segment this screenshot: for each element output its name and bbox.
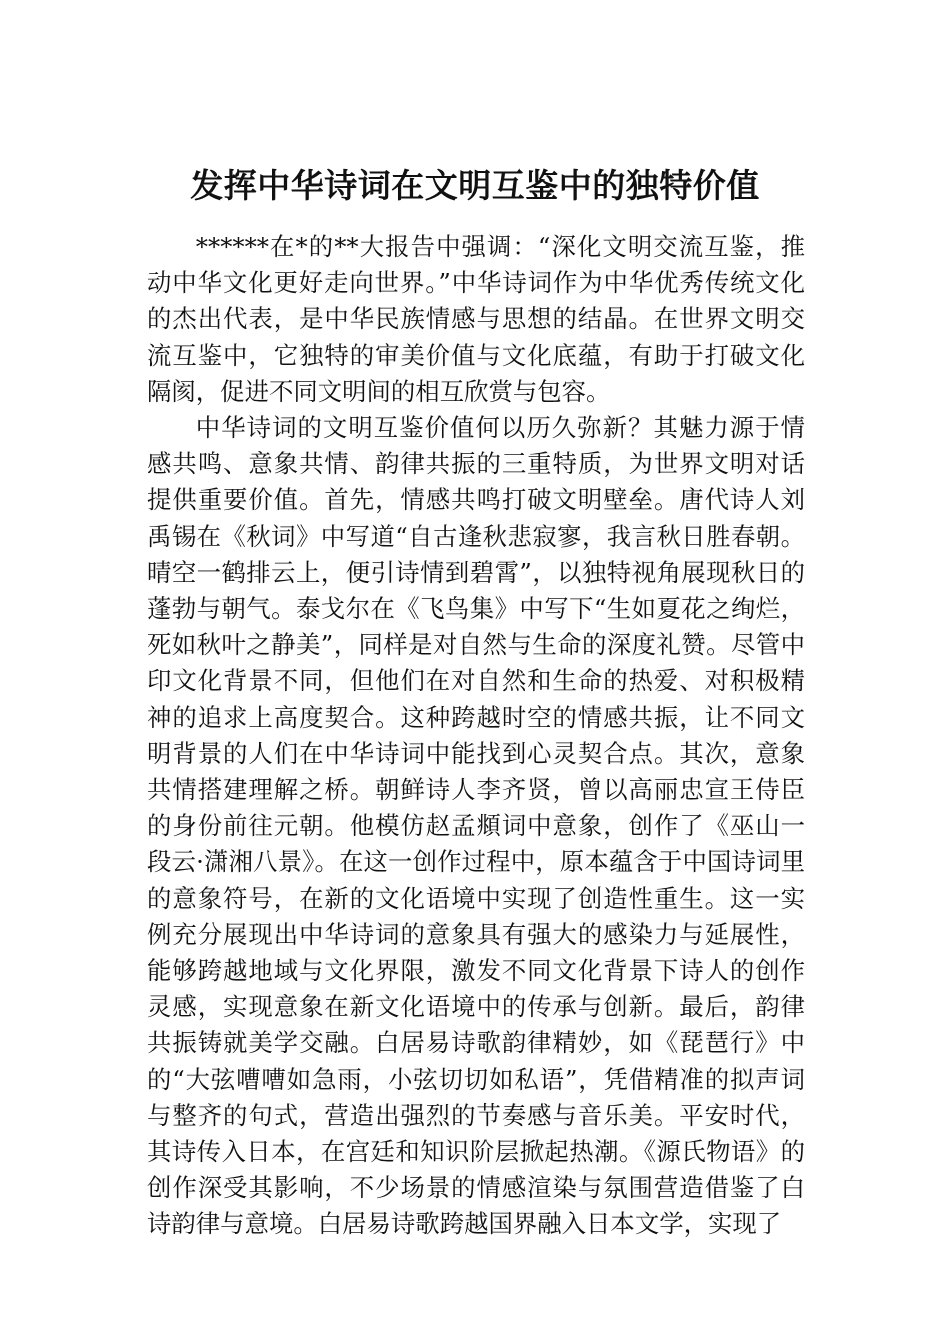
document-title: 发挥中华诗词在文明互鉴中的独特价值 <box>190 166 760 205</box>
paragraph-intro: ******在*的**大报告中强调：“深化文明交流互鉴，推动中华文化更好走向世界。”中华诗词作为中华优秀传统文化的杰出代表，是中华民族情感与思想的结晶。在世界文明交流互鉴中，它独特的审美价值与文化底蕴，有助于打破文化隔阂，促进不同文明间的相互欣赏与包容。 <box>147 232 805 406</box>
paragraph-main: 中华诗词的文明互鉴价值何以历久弥新？其魅力源于情感共鸣、意象共情、韵律共振的三重特质，为世界文明对话提供重要价值。首先，情感共鸣打破文明壁垒。唐代诗人刘禹锡在《秋词》中写道“自古逢秋悲寂寥，我言秋日胜春朝。晴空一鹤排云上，便引诗情到碧霄”，以独特视角展现秋日的蓬勃与朝气。泰戈尔在《飞鸟集》中写下“生如夏花之绚烂，死如秋叶之静美”，同样是对自然与生命的深度礼赞。尽管中印文化背景不同，但他们在对自然和生命的热爱、对积极精神的追求上高度契合。这种跨越时空的情感共振，让不同文明背景的人们在中华诗词中能找到心灵契合点。其次，意象共情搭建理解之桥。朝鲜诗人李齐贤，曾以高丽忠宣王侍臣的身份前往元朝。他模仿赵孟頫词中意象，创作了《巫山一段云·潇湘八景》。在这一创作过程中，原本蕴含于中国诗词里的意象符号，在新的文化语境中实现了创造性重生。这一实例充分展现出中华诗词的意象具有强大的感染力与延展性，能够跨越地域与文化界限，激发不同文化背景下诗人的创作灵感，实现意象在新文化语境中的传承与创新。最后，韵律共振铸就美学交融。白居易诗歌韵律精妙，如《琵琶行》中的“大弦嘈嘈如急雨，小弦切切如私语”，凭借精准的拟声词与整齐的句式，营造出强烈的节奏感与音乐美。平安时代，其诗传入日本，在宫廷和知识阶层掀起热潮。《源氏物语》的创作深受其影响，不少场景的情感渲染与氛围营造借鉴了白诗韵律与意境。白居易诗歌跨越国界融入日本文学，实现了 <box>147 413 805 1239</box>
document-body <box>147 229 805 1243</box>
